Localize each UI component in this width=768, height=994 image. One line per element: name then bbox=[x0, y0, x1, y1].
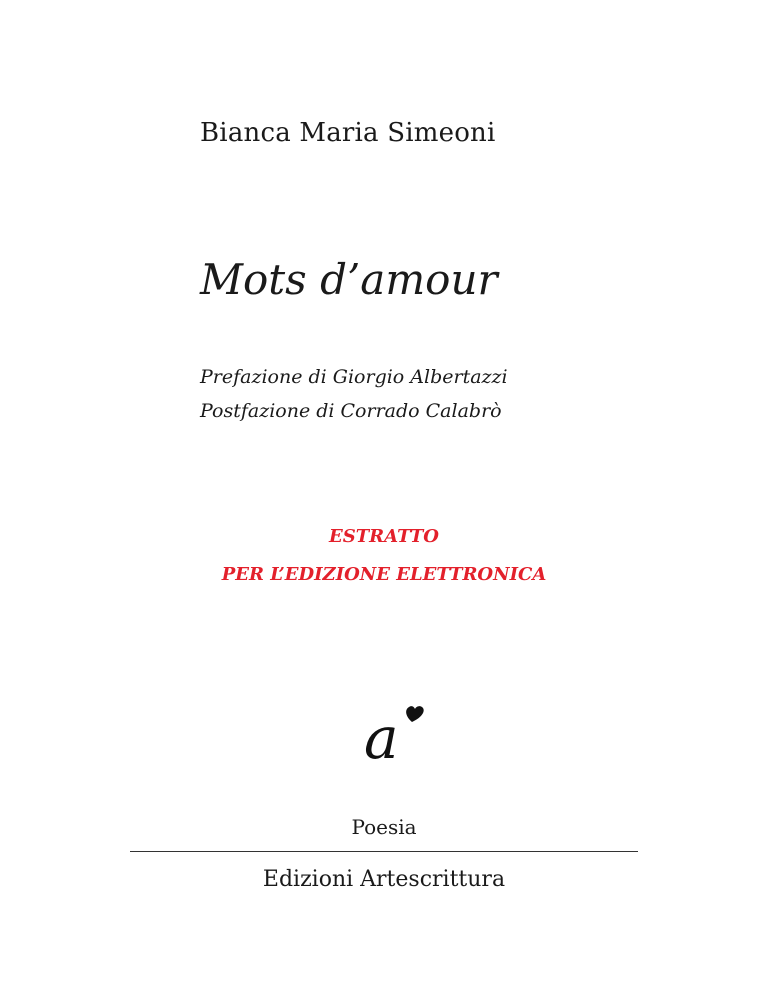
extract-notice-line-2: PER L’EDIZIONE ELETTRONICA bbox=[221, 564, 547, 585]
divider-rule bbox=[130, 851, 638, 852]
author-name: Bianca Maria Simeoni bbox=[200, 118, 496, 148]
series-label: Poesia bbox=[351, 815, 417, 839]
preface-credit: Prefazione di Giorgio Albertazzi bbox=[200, 366, 508, 388]
publisher-logo bbox=[362, 700, 432, 770]
logo-letter: a bbox=[364, 704, 399, 770]
heart-icon bbox=[406, 706, 424, 722]
postface-credit: Postfazione di Corrado Calabrò bbox=[200, 400, 502, 422]
extract-notice-line-1: ESTRATTO bbox=[329, 526, 439, 547]
publisher-name: Edizioni Artescrittura bbox=[262, 867, 506, 892]
book-title: Mots d’amour bbox=[200, 255, 498, 304]
